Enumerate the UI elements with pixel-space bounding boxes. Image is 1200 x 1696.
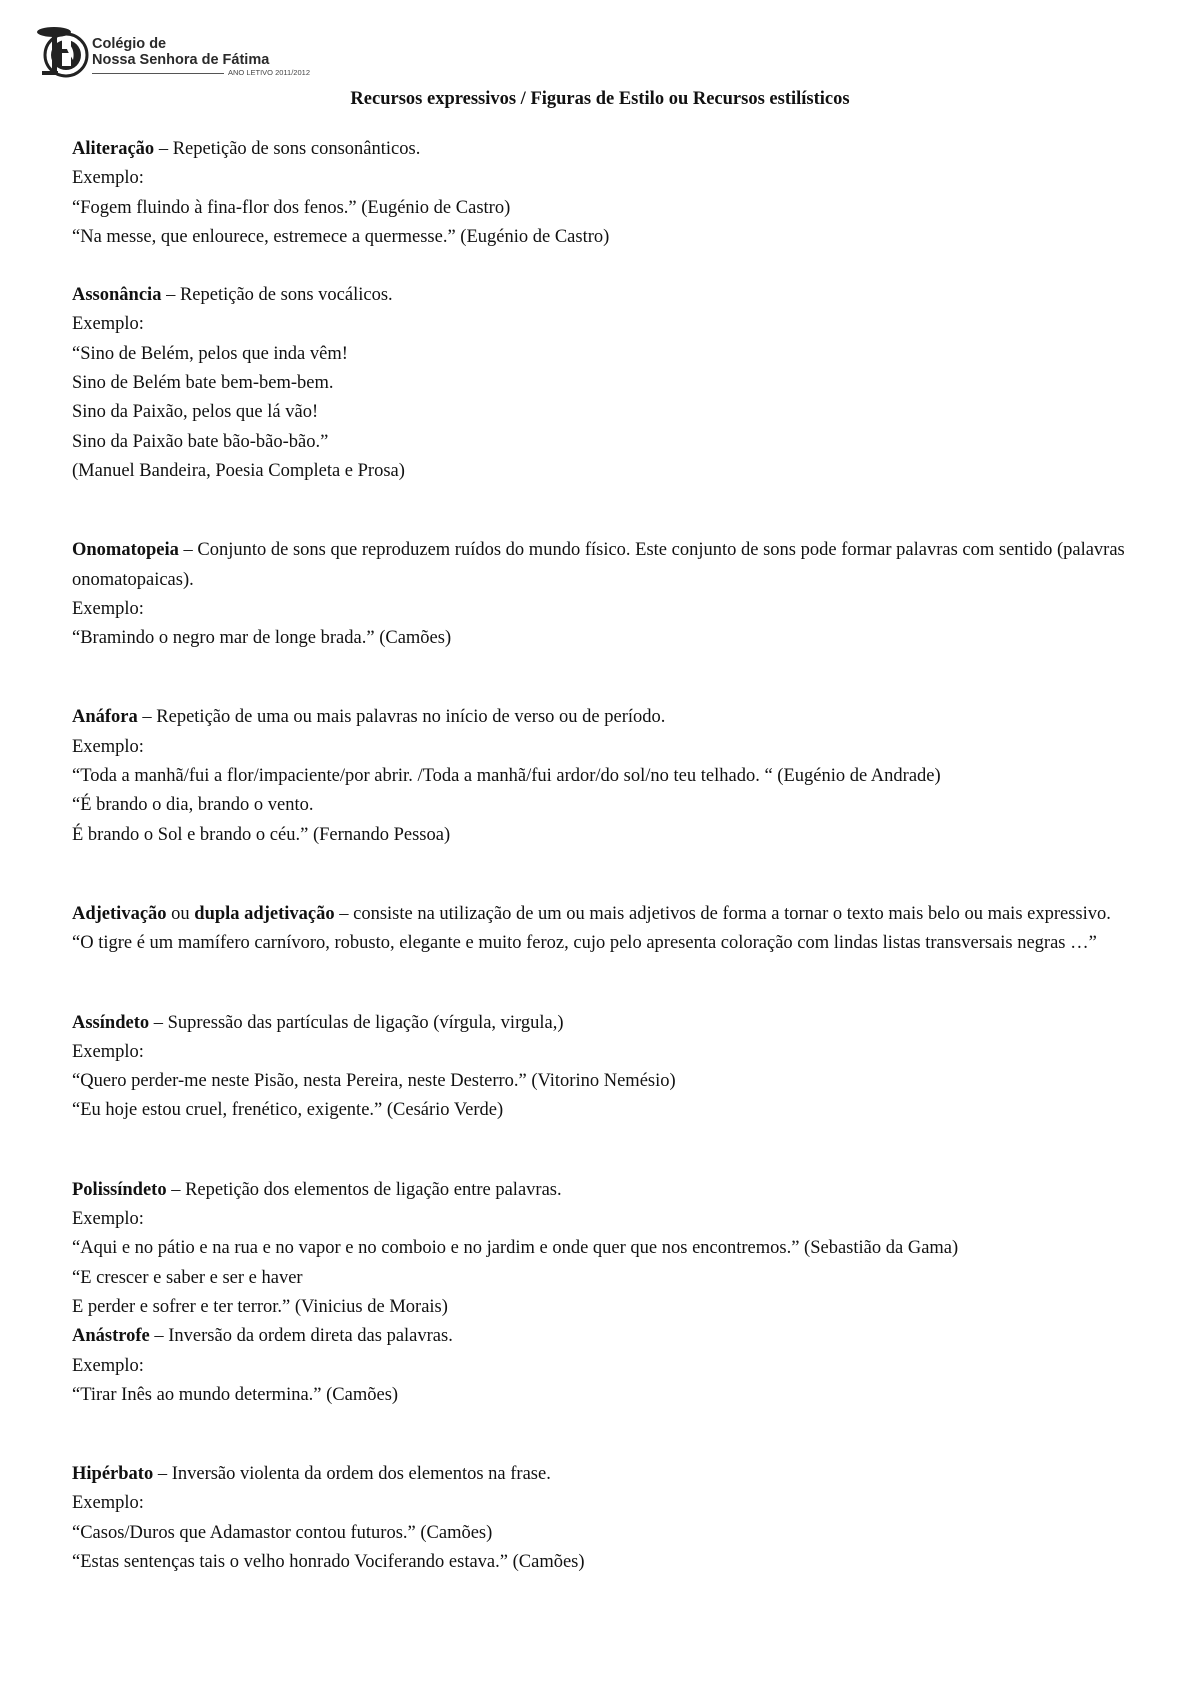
example-line: Sino de Belém bate bem-bem-bem. xyxy=(72,373,334,394)
definition: – Repetição dos elementos de ligação entre palavras. xyxy=(166,1179,562,1200)
example-label: Exemplo: xyxy=(72,314,144,335)
section-adjetivacao xyxy=(72,900,1152,959)
definition: – Repetição de uma ou mais palavras no início de verso ou de período. xyxy=(137,707,666,728)
term: Anástrofe xyxy=(72,1326,150,1347)
example-line: É brando o Sol e brando o céu.” (Fernando Pessoa) xyxy=(72,824,451,845)
definition-line xyxy=(72,1176,1152,1205)
example-line: “Estas sentenças tais o velho honrado Vociferando estava.” (Camões) xyxy=(72,1551,585,1572)
section-assonancia xyxy=(72,281,1152,486)
school-name-line2: Nossa Senhora de Fátima xyxy=(92,52,270,68)
definition-line xyxy=(72,1009,1152,1038)
example-label: Exemplo: xyxy=(72,1355,144,1376)
term: Assonância xyxy=(72,285,162,306)
example-label: Exemplo: xyxy=(72,1493,144,1514)
school-name-line1: Colégio de xyxy=(92,36,167,52)
definition: – Repetição de sons vocálicos. xyxy=(161,285,393,306)
example-line: E perder e sofrer e ter terror.” (Vinicius de Morais) xyxy=(72,1296,448,1317)
example-label: Exemplo: xyxy=(72,168,144,189)
term: dupla adjetivação xyxy=(194,903,335,924)
section-hiperbato xyxy=(72,1460,1152,1577)
definition: – Inversão da ordem direta das palavras. xyxy=(149,1326,453,1347)
section-assindeto xyxy=(72,1009,1152,1126)
term: Onomatopeia xyxy=(72,540,179,561)
example-line: “Eu hoje estou cruel, frenético, exigente.” (Cesário Verde) xyxy=(72,1100,504,1121)
example-line: “Aqui e no pátio e na rua e no vapor e no comboio e no jardim e onde quer que nos encontremos.” (Sebastião da Gama) xyxy=(72,1238,959,1259)
example-line: “Tirar Inês ao mundo determina.” (Camões) xyxy=(72,1384,399,1405)
section-onomatopeia xyxy=(72,536,1152,653)
example-line: “Bramindo o negro mar de longe brada.” (Camões) xyxy=(72,628,452,649)
example-line: Sino da Paixão, pelos que lá vão! xyxy=(72,402,319,423)
definition: – Inversão violenta da ordem dos elementos na frase. xyxy=(153,1464,551,1485)
school-year-row xyxy=(92,68,332,78)
example-line: “E crescer e saber e ser e haver xyxy=(72,1267,303,1288)
definition: – Repetição de sons consonânticos. xyxy=(154,139,421,159)
definition-line xyxy=(72,1322,1152,1351)
term: Hipérbato xyxy=(72,1464,154,1485)
school-logo-icon xyxy=(36,22,92,80)
definition-line xyxy=(72,703,1152,732)
definition: – Supressão das partículas de ligação (vírgula, virgula,) xyxy=(149,1012,564,1033)
example-label: Exemplo: xyxy=(72,598,144,619)
example-line: “Fogem fluindo à fina-flor dos fenos.” (Eugénio de Castro) xyxy=(72,197,511,218)
term: Anáfora xyxy=(72,707,138,728)
example-line: “Na messe, que enlourece, estremece a quermesse.” (Eugénio de Castro) xyxy=(72,226,610,247)
term: Adjetivação xyxy=(72,903,167,924)
example-line: Sino da Paixão bate bão-bão-bão.” xyxy=(72,431,329,452)
definition-line xyxy=(72,1460,1152,1489)
example-line: “O tigre é um mamífero carnívoro, robusto, elegante e muito feroz, cujo pelo apresenta coloração com lindas listas transversais negras …” xyxy=(72,933,1097,954)
definition-line xyxy=(72,900,1152,929)
document-body xyxy=(72,135,1152,1577)
connector: ou xyxy=(166,903,195,924)
section-polissindeto xyxy=(72,1176,1152,1322)
school-year: ANO LETIVO 2011/2012 xyxy=(228,68,310,77)
section-anafora xyxy=(72,703,1152,849)
example-label: Exemplo: xyxy=(72,736,144,757)
document-title: Recursos expressivos / Figuras de Estilo ou Recursos estilísticos xyxy=(350,89,850,109)
definition-line xyxy=(72,281,1152,310)
example-label: Exemplo: xyxy=(72,1041,144,1062)
example-line: “Toda a manhã/fui a flor/impaciente/por abrir. /Toda a manhã/fui ardor/do sol/no teu telhado. “ (Eugénio de Andrade) xyxy=(72,766,941,787)
definition: – Conjunto de sons que reproduzem ruídos do mundo físico. Este conjunto de sons pode formar palavras com sentido (palavras onomatopaicas). xyxy=(72,540,1125,590)
header-rule xyxy=(92,73,224,74)
school-name xyxy=(92,36,269,68)
section-anastrofe xyxy=(72,1322,1152,1410)
example-label: Exemplo: xyxy=(72,1209,144,1230)
term: Assíndeto xyxy=(72,1012,150,1033)
example-line: “É brando o dia, brando o vento. xyxy=(72,795,314,816)
example-line: “Casos/Duros que Adamastor contou futuros.” (Camões) xyxy=(72,1522,493,1543)
section-aliteracao xyxy=(72,135,1152,252)
example-line: “Quero perder-me neste Pisão, nesta Pereira, neste Desterro.” (Vitorino Nemésio) xyxy=(72,1071,676,1092)
example-line: (Manuel Bandeira, Poesia Completa e Prosa) xyxy=(72,460,405,481)
term: Aliteração xyxy=(72,139,155,159)
school-header xyxy=(36,22,336,84)
example-line: “Sino de Belém, pelos que inda vêm! xyxy=(72,343,348,364)
term: Polissíndeto xyxy=(72,1179,167,1200)
definition-line xyxy=(72,135,1152,164)
definition: – consiste na utilização de um ou mais adjetivos de forma a tornar o texto mais belo ou mais expressivo. xyxy=(334,903,1111,924)
definition-line xyxy=(72,536,1152,595)
